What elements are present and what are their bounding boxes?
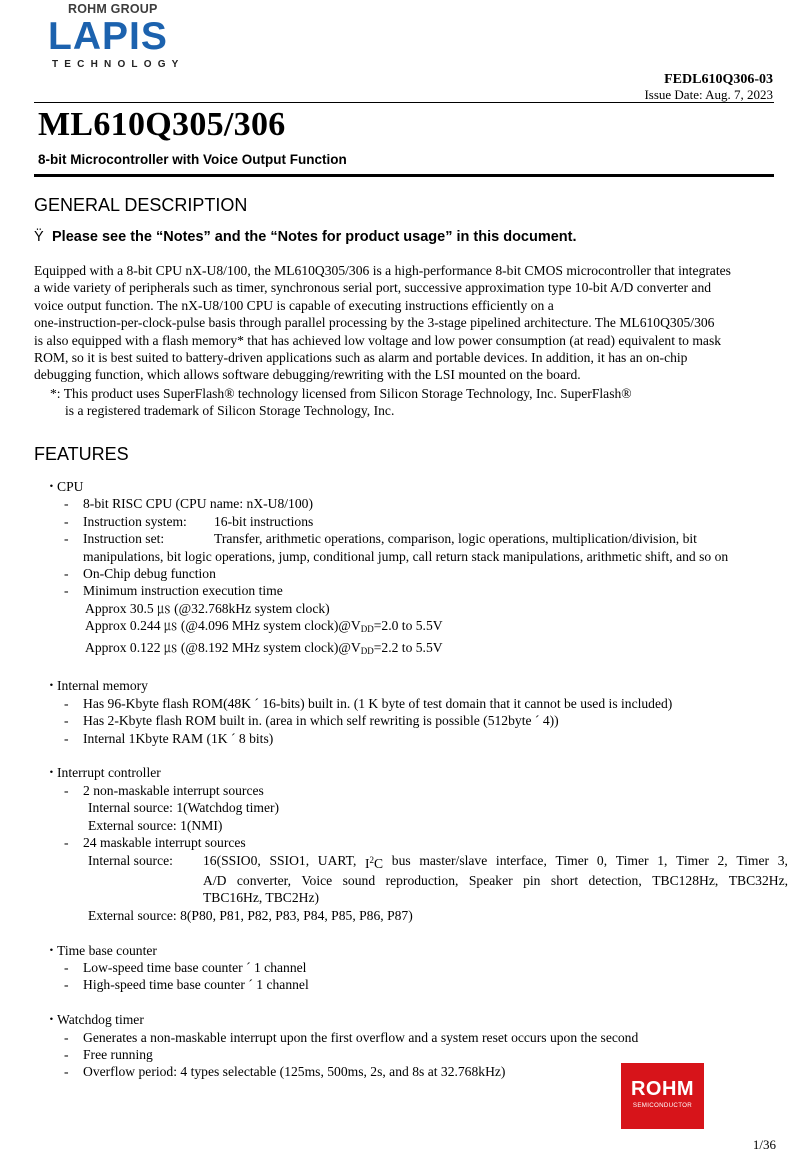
word: detection, <box>588 872 642 888</box>
item-text: Has 96-Kbyte flash ROM(48K ´ 16-bits) built in. (1 K byte of test domain that it cannot be used is included) <box>83 695 673 711</box>
word: converter, <box>236 872 292 888</box>
word: Timer <box>676 852 709 868</box>
bullet: ･ <box>48 942 55 958</box>
internal-source-line-2 <box>48 872 788 889</box>
dash: - <box>64 713 69 729</box>
features-list <box>48 478 788 1081</box>
item-text: =2.0 to 5.5V <box>373 618 443 634</box>
i2c-word <box>365 852 383 872</box>
item-text: On-Chip debug function <box>83 566 216 582</box>
item-text: 2 non-maskable interrupt sources <box>83 782 264 798</box>
word: TBC32Hz, <box>728 872 788 888</box>
dash: - <box>64 959 69 975</box>
item-text: Overflow period: 4 types selectable (125ms, 500ms, 2s, and 8s at 32.768kHz) <box>83 1064 506 1080</box>
item-label: Instruction system: <box>83 513 187 529</box>
notes-notice <box>34 229 577 245</box>
item-text: =2.2 to 5.5V <box>373 639 443 655</box>
paragraph-line: a wide variety of peripherals such as timer, synchronous serial port, successive approximation type 10-bit A/D converter and <box>34 280 712 296</box>
word: Timer <box>736 852 770 868</box>
notes-bullet-icon: Ÿ <box>34 229 44 245</box>
word: 1, <box>657 852 668 868</box>
interrupt-source-line: External source: 1(NMI) <box>88 817 223 833</box>
list-item <box>48 513 788 530</box>
word: TBC128Hz, <box>652 872 719 888</box>
item-text: 16-bit instructions <box>214 513 314 529</box>
item-text: Free running <box>83 1046 153 1062</box>
word: pin <box>523 872 541 888</box>
word: bus <box>391 852 411 868</box>
exec-time-line <box>48 639 788 660</box>
external-source-line: External source: 8(P80, P81, P82, P83, P84, P85, P86, P87) <box>88 907 413 923</box>
word: sound <box>342 872 376 888</box>
list-item <box>48 730 788 747</box>
paragraph-line: voice output function. The nX-U8/100 CPU is capable of executing instructions efficiently on a <box>34 297 554 313</box>
paragraph-line: ROM, so it is best suited to battery-driven applications such as alarm and portable devices. In addition, it has an on-chip <box>34 350 688 366</box>
list-item-continuation: manipulations, bit logic operations, jump, conditional jump, call return stack manipulations, arithmetic shift, and so on <box>83 548 729 564</box>
item-text: Internal 1Kbyte RAM (1K ´ 8 bits) <box>83 730 274 746</box>
feature-watchdog-timer <box>48 1011 788 1028</box>
feature-title: CPU <box>57 479 84 494</box>
issue-date: Issue Date: Aug. 7, 2023 <box>644 87 773 102</box>
list-item <box>48 712 788 729</box>
dash: - <box>64 977 69 993</box>
list-item <box>48 1029 788 1046</box>
i2c-superscript: 2 <box>369 854 375 865</box>
notes-text: Please see the “Notes” and the “Notes for product usage” in this document. <box>52 229 577 245</box>
dash: - <box>64 566 69 582</box>
paragraph-line: one-instruction-per-clock-pulse basis through parallel processing by the 3-stage pipelined architecture. The ML610Q305/306 <box>34 315 715 331</box>
internal-source-line <box>48 852 788 872</box>
internal-source-values <box>203 852 788 872</box>
lapis-logo-subtitle: TECHNOLOGY <box>52 59 185 70</box>
feature-title: Interrupt controller <box>57 765 161 781</box>
rohm-logo <box>621 1063 704 1129</box>
word: I <box>365 855 370 871</box>
vdd-subscript: DD <box>360 645 374 656</box>
dash: - <box>64 513 69 529</box>
dash: - <box>64 835 69 851</box>
paragraph-line: debugging function, which allows software debugging/rewriting with the LSI mounted on the board. <box>34 367 581 383</box>
footnote-line: *: This product uses SuperFlash® technology licensed from Silicon Storage Technology, Inc. SuperFlash® <box>50 386 632 401</box>
item-label: Instruction set: <box>83 531 165 547</box>
footnote <box>50 385 632 420</box>
word: 16(SSIO0, <box>203 852 261 868</box>
dash: - <box>64 1064 69 1080</box>
paragraph-line: is also equipped with a flash memory* that has achieved low voltage and low power consumption (at read) equivalent to mask <box>34 332 722 348</box>
word: UART, <box>317 852 357 868</box>
exec-time-line <box>48 617 788 638</box>
header-rule <box>34 102 774 103</box>
title-rule <box>34 174 774 177</box>
page-number: 1/36 <box>752 1137 776 1152</box>
dash: - <box>64 1046 69 1062</box>
feature-title: Watchdog timer <box>57 1012 144 1028</box>
feature-interrupt-controller <box>48 764 788 781</box>
vdd-subscript: DD <box>360 624 374 635</box>
feature-internal-memory <box>48 677 788 694</box>
item-text: Approx 0.244 ㎲ (@4.096 MHz system clock)@V <box>85 618 361 634</box>
section-heading-features: FEATURES <box>34 444 129 464</box>
dash: - <box>64 583 69 599</box>
bullet: ･ <box>48 479 55 494</box>
page-subtitle: 8-bit Microcontroller with Voice Output Function <box>38 152 347 167</box>
word: short <box>550 872 579 888</box>
page-title: ML610Q305/306 <box>38 106 286 143</box>
list-item <box>48 782 788 799</box>
list-item <box>48 582 788 599</box>
word: interface, <box>495 852 547 868</box>
feature-time-base-counter <box>48 942 788 959</box>
item-text: Low-speed time base counter ´ 1 channel <box>83 959 307 975</box>
list-item <box>48 976 788 993</box>
internal-source-line-3: TBC16Hz, TBC2Hz) <box>203 890 320 906</box>
rohm-logo-subtext: SEMICONDUCTOR <box>632 1102 693 1109</box>
exec-time-line: Approx 30.5 ㎲ (@32.768kHz system clock) <box>85 600 330 616</box>
lapis-logo: LAPIS <box>48 15 168 58</box>
item-text: 8-bit RISC CPU (CPU name: nX-U8/100) <box>83 496 313 512</box>
feature-title: Time base counter <box>57 942 157 958</box>
dash: - <box>64 496 69 512</box>
dash: - <box>64 730 69 746</box>
word: 2, <box>717 852 728 868</box>
list-item <box>48 834 788 851</box>
list-item <box>48 959 788 976</box>
bullet: ･ <box>48 765 55 781</box>
dash: - <box>64 531 69 547</box>
paragraph-line: Equipped with a 8-bit CPU nX-U8/100, the ML610Q305/306 is a high-performance 8-bit CMOS microcontroller that integrates <box>34 263 731 278</box>
footnote-line: is a registered trademark of Silicon Storage Technology, Inc. <box>65 403 395 419</box>
item-text: Generates a non-maskable interrupt upon the first overflow and a system reset occurs upon the second <box>83 1029 639 1045</box>
list-item <box>48 695 788 712</box>
item-text: Approx 0.122 ㎲ (@8.192 MHz system clock)@V <box>85 639 361 655</box>
word: Timer <box>615 852 649 868</box>
item-text: Transfer, arithmetic operations, comparison, logic operations, multiplication/division, bit <box>214 531 697 547</box>
item-text: Has 2-Kbyte flash ROM built in. (area in which self rewriting is possible (512byte ´ 4)) <box>83 713 559 729</box>
list-item <box>48 565 788 582</box>
word: 0, <box>596 852 608 868</box>
dash: - <box>64 695 69 711</box>
list-item <box>48 495 788 512</box>
word: 3, <box>777 852 788 868</box>
dash: - <box>64 782 69 798</box>
word: C <box>374 855 384 871</box>
word: reproduction, <box>385 872 459 888</box>
word: SSIO1, <box>269 852 310 868</box>
word: A/D <box>203 872 227 888</box>
internal-source-label: Internal source: <box>88 852 173 868</box>
list-item <box>48 1046 788 1063</box>
group-label: ROHM GROUP <box>68 2 158 16</box>
bullet: ･ <box>48 1012 55 1028</box>
word: master/slave <box>419 852 488 868</box>
dash: - <box>64 1029 69 1045</box>
item-text: Minimum instruction execution time <box>83 583 283 599</box>
feature-cpu <box>48 478 788 495</box>
word: Speaker <box>468 872 513 888</box>
document-number: FEDL610Q306-03 <box>664 72 773 87</box>
general-description-paragraph <box>34 262 778 384</box>
bullet: ･ <box>48 678 55 694</box>
item-text: High-speed time base counter ´ 1 channel <box>83 977 309 993</box>
interrupt-source-line: Internal source: 1(Watchdog timer) <box>88 800 280 816</box>
word: Timer <box>555 852 589 868</box>
feature-title: Internal memory <box>57 678 148 694</box>
item-text: 24 maskable interrupt sources <box>83 835 246 851</box>
list-item <box>48 530 788 547</box>
word: Voice <box>301 872 333 888</box>
rohm-logo-text: ROHM <box>630 1078 695 1100</box>
section-heading-general: GENERAL DESCRIPTION <box>34 195 248 215</box>
